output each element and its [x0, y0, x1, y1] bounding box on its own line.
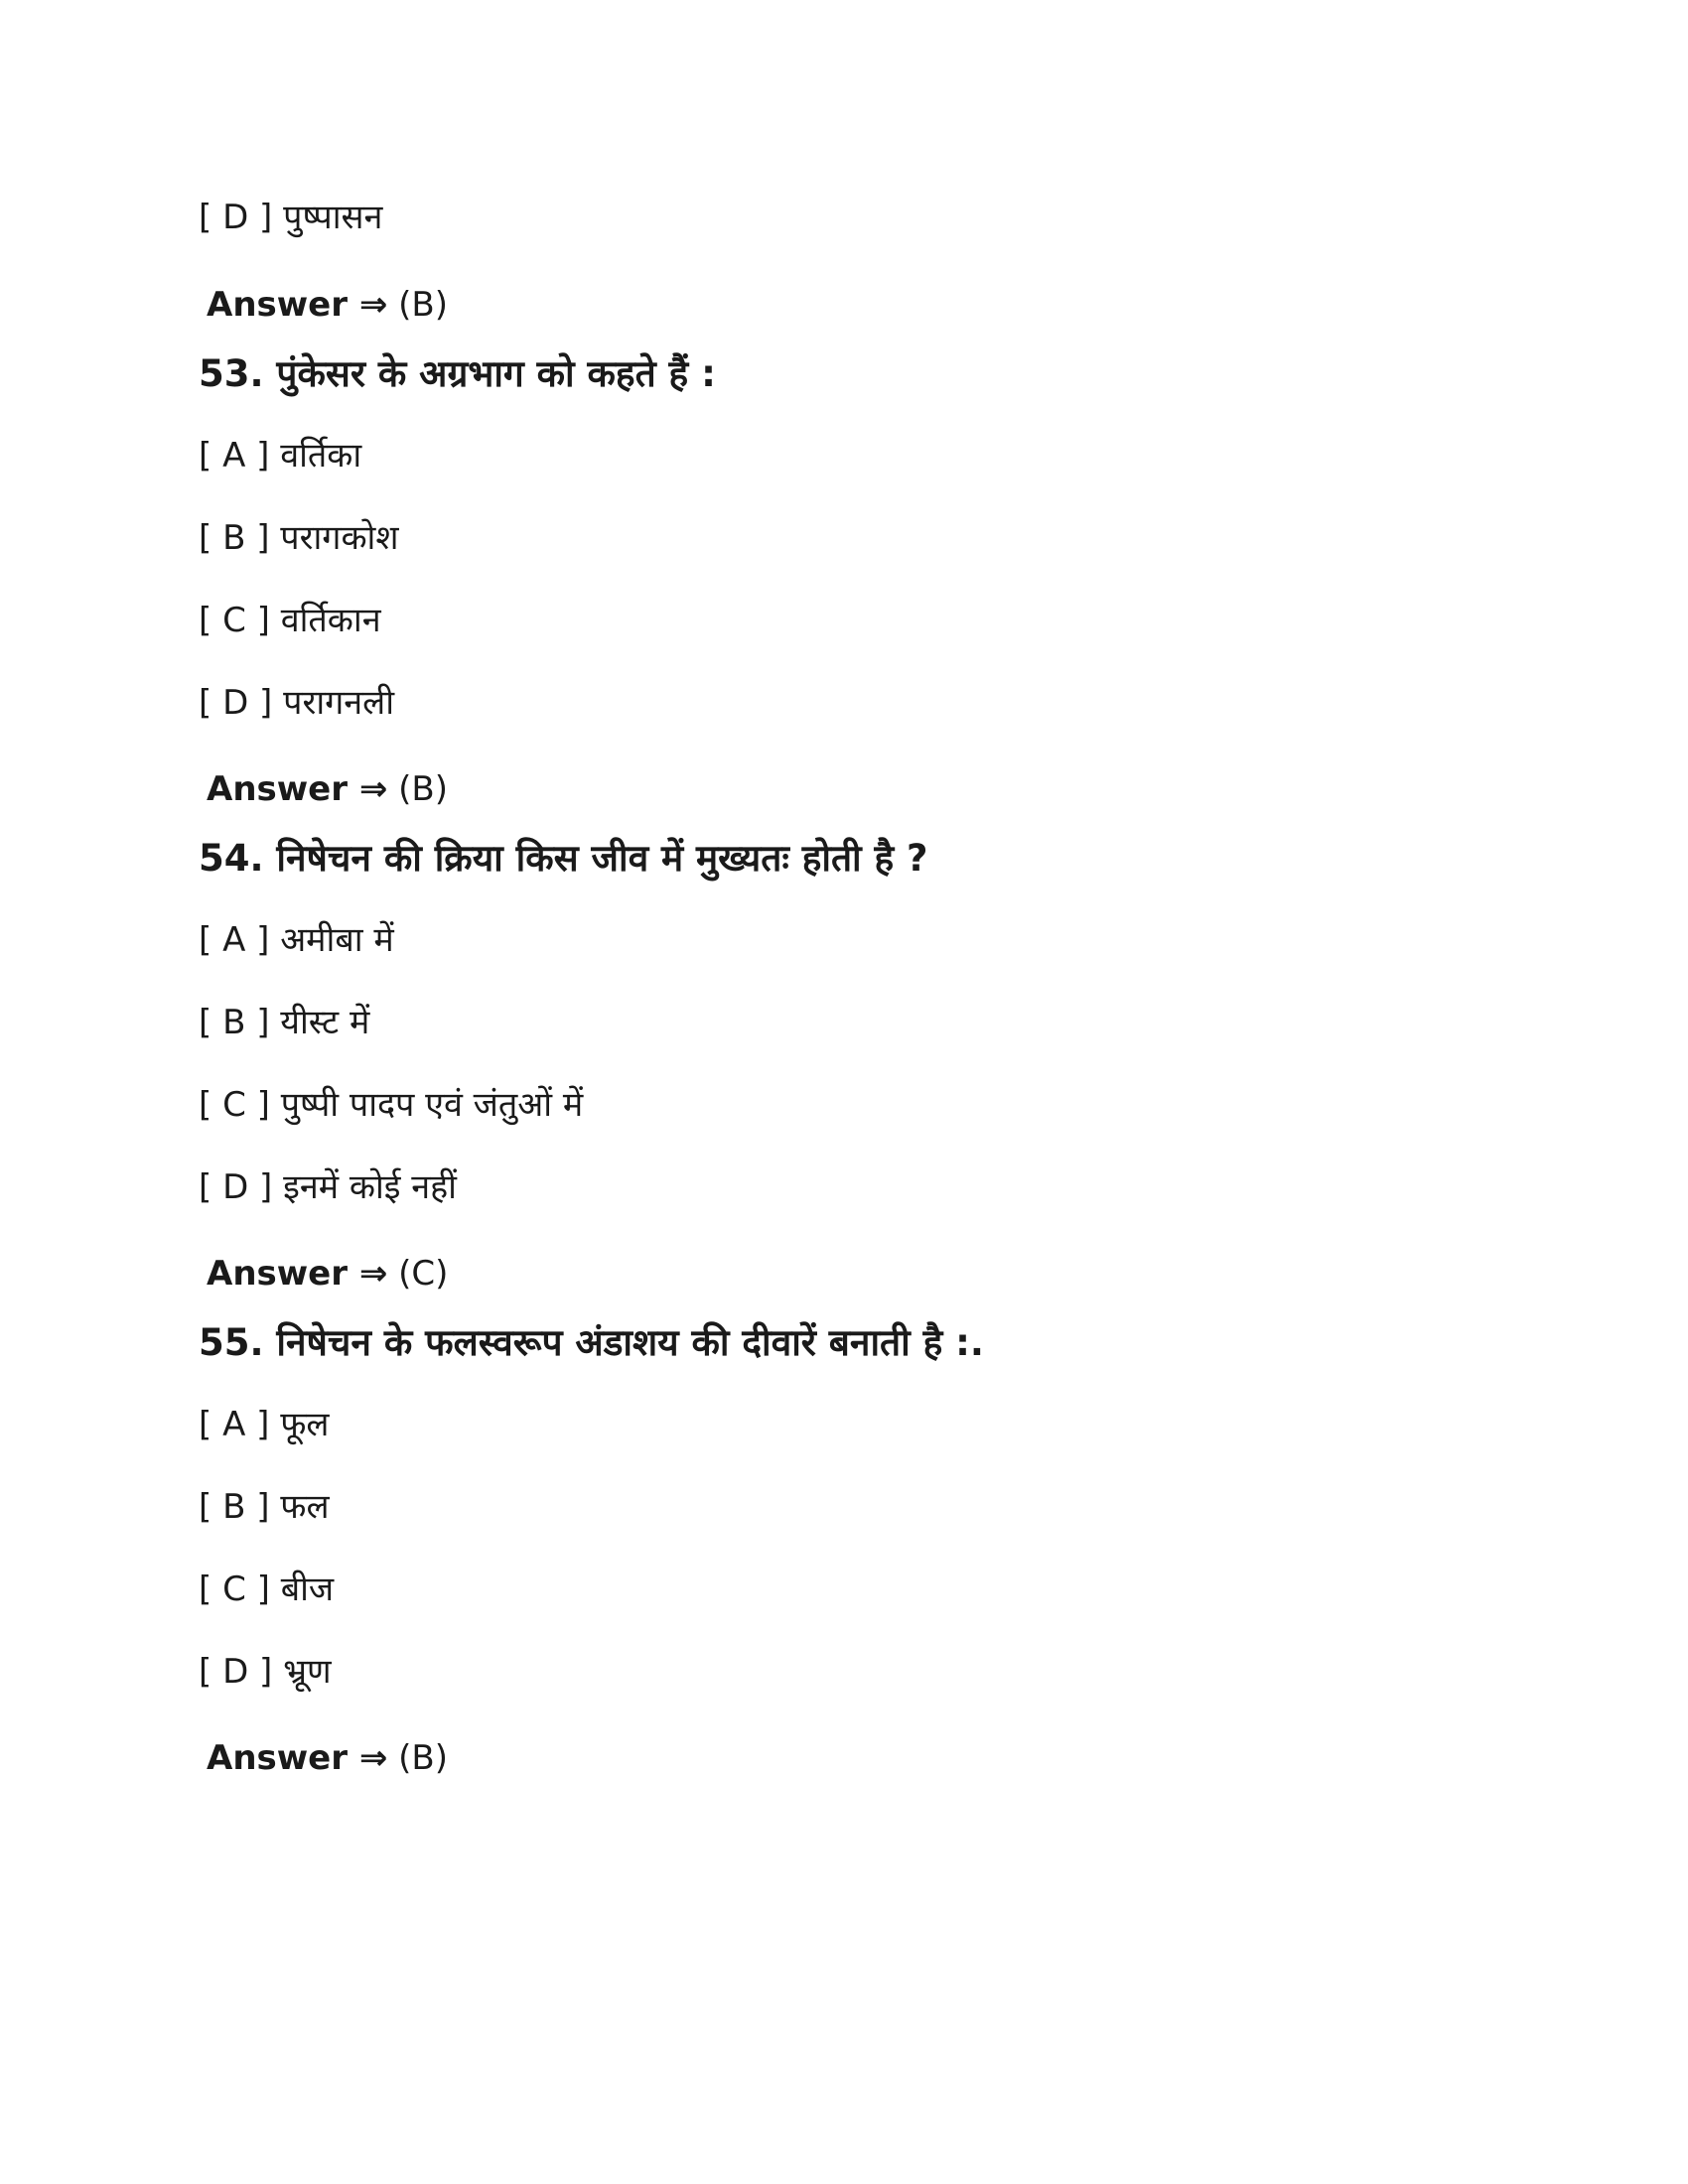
answer-value: (B) [398, 769, 448, 809]
answer-label: Answer ⇒ [207, 1738, 388, 1778]
option-52-d: [ D ] पुष्पासन [199, 198, 383, 237]
answer-55 [207, 1738, 448, 1778]
answer-label: Answer ⇒ [207, 769, 388, 809]
option-54-a: [ A ] अमीबा में [199, 920, 394, 960]
option-53-c: [ C ] वर्तिकान [199, 601, 381, 640]
option-53-b: [ B ] परागकोश [199, 518, 399, 558]
answer-value: (C) [398, 1254, 449, 1294]
answer-label: Answer ⇒ [207, 285, 388, 325]
option-53-d: [ D ] परागनली [199, 683, 395, 723]
question-54: 54. निषेचन की क्रिया किस जीव में मुख्यतः होती है ? [199, 837, 928, 880]
option-55-a: [ A ] फूल [199, 1405, 330, 1444]
answer-label: Answer ⇒ [207, 1254, 388, 1294]
answer-54 [207, 1254, 449, 1294]
option-54-b: [ B ] यीस्ट में [199, 1003, 370, 1042]
option-55-b: [ B ] फल [199, 1487, 330, 1527]
answer-52 [207, 285, 448, 325]
answer-value: (B) [398, 1738, 448, 1778]
option-54-d: [ D ] इनमें कोई नहीं [199, 1167, 457, 1207]
option-54-c: [ C ] पुष्पी पादप एवं जंतुओं में [199, 1085, 584, 1125]
option-53-a: [ A ] वर्तिका [199, 436, 362, 476]
option-55-c: [ C ] बीज [199, 1570, 335, 1609]
question-53: 53. पुंकेसर के अग्रभाग को कहते हैं : [199, 352, 716, 395]
answer-value: (B) [398, 285, 448, 325]
answer-53 [207, 769, 448, 809]
question-55: 55. निषेचन के फलस्वरूप अंडाशय की दीवारें बनाती है :. [199, 1321, 984, 1364]
option-55-d: [ D ] भ्रूण [199, 1652, 332, 1692]
